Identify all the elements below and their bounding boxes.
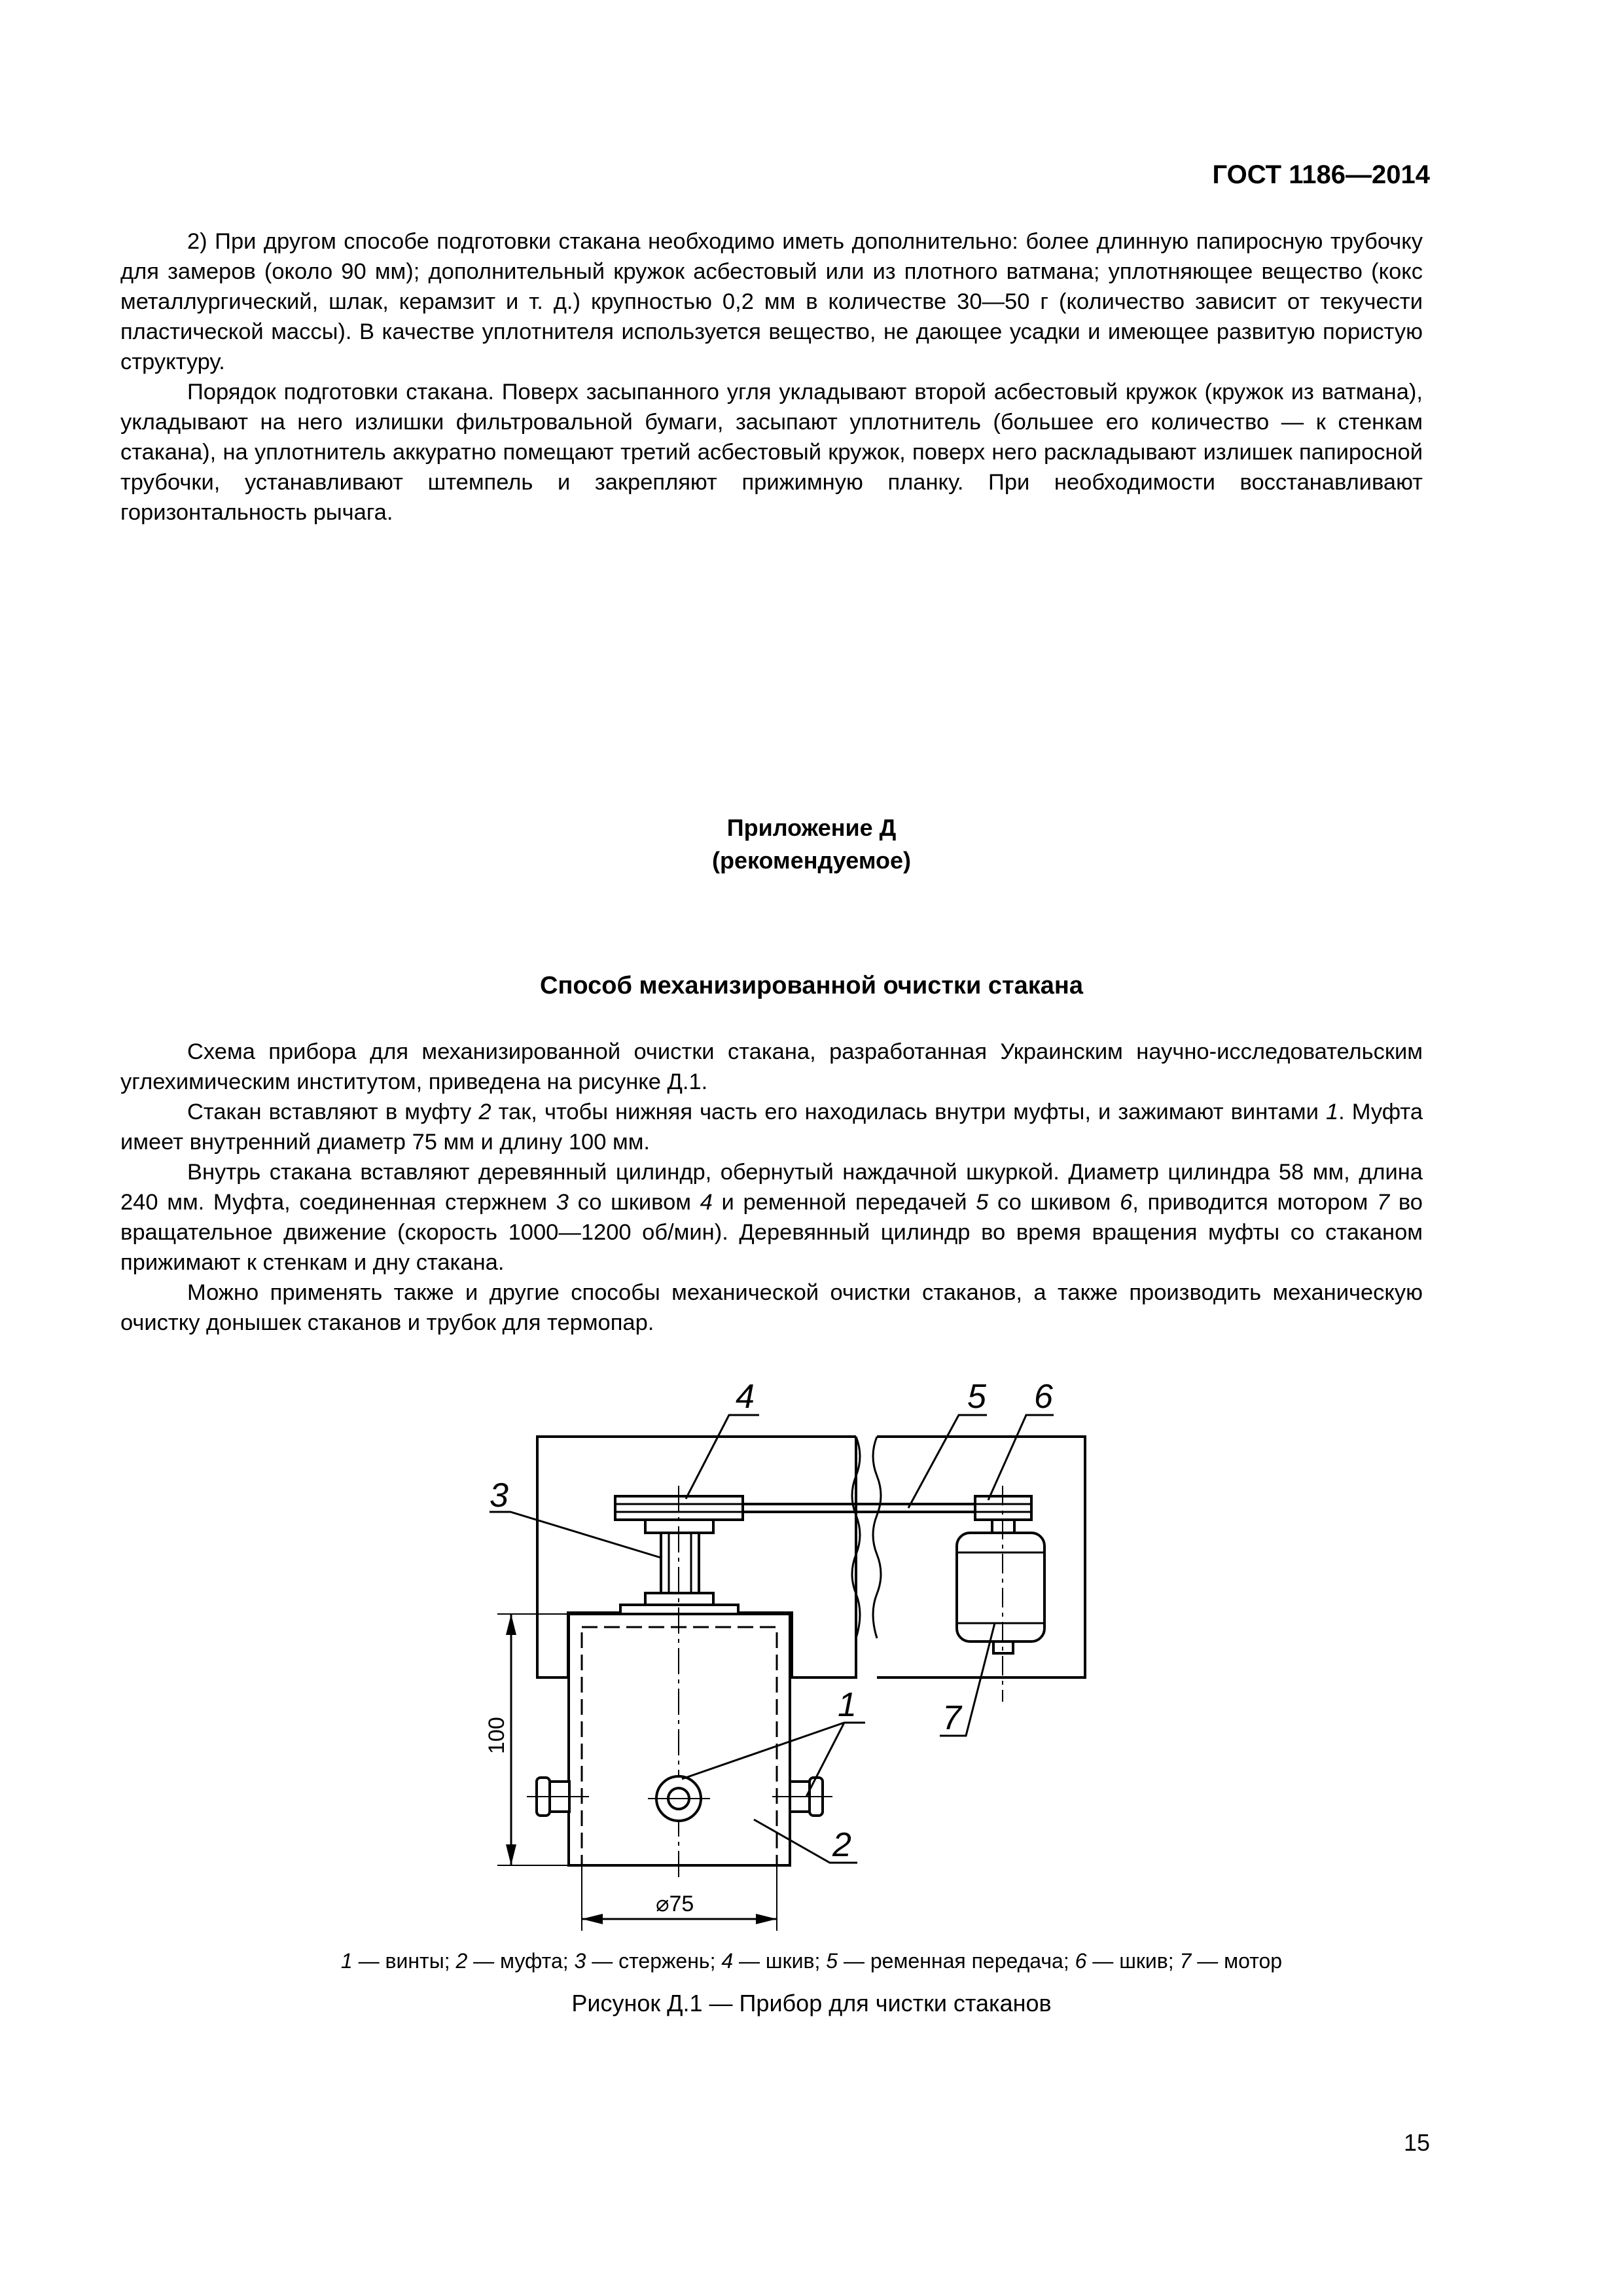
intro-paragraph-1: 2) При другом способе подготовки стакана необходимо иметь дополнительно: более длинную папиросную трубочку для замеров (около 90 мм); дополнительный кружок асбестовый или из плотного ватмана; уплотняющее вещество (кокс металлургический, шлак, керамзит и т. д.) крупностью 0,2 мм в количестве 30—50 г (количество зависит от текучести пластической массы). В качестве уплотнителя используется вещество, не дающее усадки и имеющее развитую пористую структуру.: [120, 229, 1423, 374]
rod-3: [661, 1533, 699, 1593]
label-1: 1: [838, 1686, 857, 1724]
break-line-right: [873, 1437, 881, 1638]
appendix-subtitle: (рекомендуемое): [712, 847, 911, 874]
figure-caption: Рисунок Д.1 — Прибор для чистки стаканов: [571, 1990, 1052, 2017]
leader-5: [908, 1415, 987, 1508]
dim-diameter-label: ⌀75: [656, 1892, 694, 1916]
intro-paragraph-2: Порядок подготовки стакана. Поверх засыпанного угля укладывают второй асбестовый кружок (кружок из ватмана), укладывают на него излишки фильтровальной бумаги, засыпают уплотнитель (большее его количество — к стенкам стакана), на уплотнитель аккуратно помещают третий асбестовый кружок, поверх него раскладывают излишек папиросной трубочки, устанавливают штемпель и закрепляют прижимную планку. При необходимости восстанавливают горизонтальность рычага.: [120, 380, 1423, 525]
label-2: 2: [832, 1826, 851, 1864]
appendix-heading: Способ механизированной очистки стакана: [540, 972, 1083, 999]
appendix-title: Приложение Д: [726, 814, 897, 841]
document-header: ГОСТ 1186—2014: [1212, 160, 1430, 189]
body-paragraph-4: Можно применять также и другие способы механической очистки стаканов, а также производить механическую очистку донышек стаканов и трубок для термопар.: [120, 1280, 1423, 1335]
figure-legend: 1 — винты; 2 — муфта; 3 — стержень; 4 — шкив; 5 — ременная передача; 6 — шкив; 7 — мотор: [340, 1949, 1283, 1973]
dim-height-label: 100: [484, 1717, 509, 1754]
leader-4: [686, 1415, 759, 1499]
page-number: 15: [1403, 2129, 1430, 2156]
body-paragraph-2: Стакан вставляют в муфту 2 так, чтобы нижняя часть его находилась внутри муфты, и зажимают винтами 1. Муфта имеет внутренний диаметр 75 мм и длину 100 мм.: [120, 1100, 1423, 1155]
label-6: 6: [1034, 1378, 1053, 1416]
motor-body: [957, 1533, 1044, 1641]
body-paragraph-3: Внутрь стакана вставляют деревянный цилиндр, обернутый наждачной шкуркой. Диаметр цилиндра 58 мм, длина 240 мм. Муфта, соединенная стержнем 3 со шкивом 4 и ременной передачей 5 со шкивом 6, приводится мотором 7 во вращательное движение (скорость 1000—1200 об/мин). Деревянный цилиндр во время вращения муфты со стаканом прижимают к стенкам и дну стакана.: [120, 1160, 1423, 1275]
label-3: 3: [490, 1477, 508, 1515]
label-5: 5: [967, 1378, 986, 1416]
leader-6: [988, 1415, 1054, 1500]
body-paragraph-1: Схема прибора для механизированной очистки стакана, разработанная Украинским научно-исследовательским углехимическим институтом, приведена на рисунке Д.1.: [120, 1039, 1423, 1094]
label-7: 7: [942, 1699, 961, 1737]
label-4: 4: [736, 1378, 755, 1416]
